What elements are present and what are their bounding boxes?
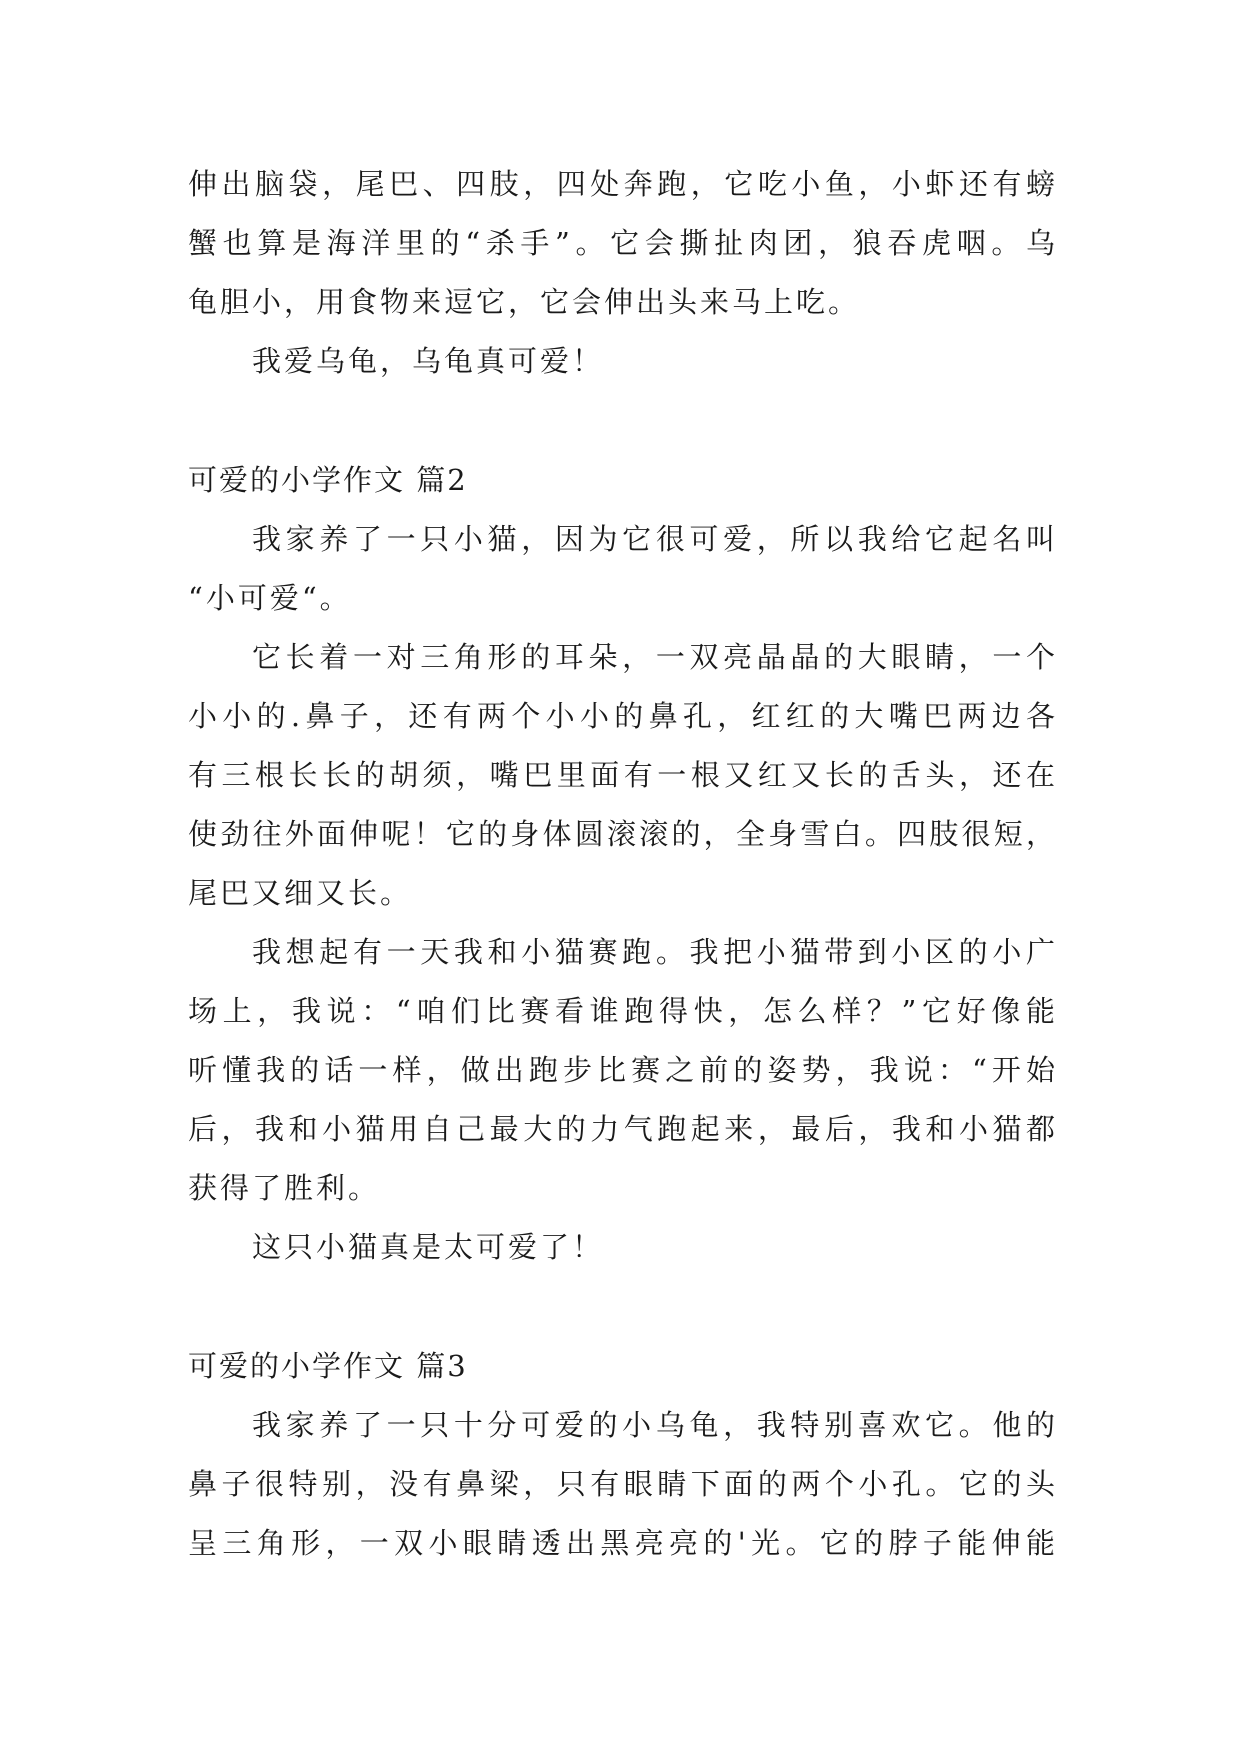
paragraph-line: 场上，我说：“咱们比赛看谁跑得快，怎么样？”它好像能 bbox=[188, 994, 1058, 1028]
paragraph-line: 伸出脑袋，尾巴、四肢，四处奔跑，它吃小鱼，小虾还有螃 bbox=[188, 167, 1058, 201]
paragraph-line: 听懂我的话一样，做出跑步比赛之前的姿势，我说：“开始 bbox=[188, 1053, 1058, 1087]
paragraph-line: 龟胆小，用食物来逗它，它会伸出头来马上吃。 bbox=[188, 285, 861, 319]
paragraph-line: 获得了胜利。 bbox=[188, 1171, 381, 1205]
paragraph-line: 后，我和小猫用自己最大的力气跑起来，最后，我和小猫都 bbox=[188, 1112, 1058, 1146]
paragraph-line: 我想起有一天我和小猫赛跑。我把小猫带到小区的小广 bbox=[252, 935, 1058, 969]
paragraph-line: 蟹也算是海洋里的“杀手”。它会撕扯肉团，狼吞虎咽。乌 bbox=[188, 226, 1058, 260]
paragraph-line: 我爱乌龟，乌龟真可爱！ bbox=[252, 344, 605, 378]
paragraph-line: 尾巴又细又长。 bbox=[188, 876, 413, 910]
section-heading: 可爱的小学作文 篇2 bbox=[188, 463, 468, 497]
paragraph-line: “小可爱“。 bbox=[188, 581, 352, 615]
paragraph-line: 有三根长长的胡须，嘴巴里面有一根又红又长的舌头，还在 bbox=[188, 758, 1058, 792]
paragraph-line: 使劲往外面伸呢！它的身体圆滚滚的，全身雪白。四肢很短， bbox=[188, 817, 1058, 851]
paragraph-line: 呈三角形，一双小眼睛透出黑亮亮的'光。它的脖子能伸能 bbox=[188, 1526, 1058, 1560]
paragraph-line: 鼻子很特别，没有鼻梁，只有眼睛下面的两个小孔。它的头 bbox=[188, 1467, 1058, 1501]
paragraph-line: 它长着一对三角形的耳朵，一双亮晶晶的大眼睛，一个 bbox=[252, 640, 1058, 674]
paragraph-line: 小小的.鼻子，还有两个小小的鼻孔，红红的大嘴巴两边各 bbox=[188, 699, 1058, 733]
paragraph-line: 我家养了一只十分可爱的小乌龟，我特别喜欢它。他的 bbox=[252, 1408, 1058, 1442]
paragraph-line: 这只小猫真是太可爱了！ bbox=[252, 1230, 605, 1264]
paragraph-line: 我家养了一只小猫，因为它很可爱，所以我给它起名叫 bbox=[252, 522, 1058, 556]
section-heading: 可爱的小学作文 篇3 bbox=[188, 1349, 468, 1383]
